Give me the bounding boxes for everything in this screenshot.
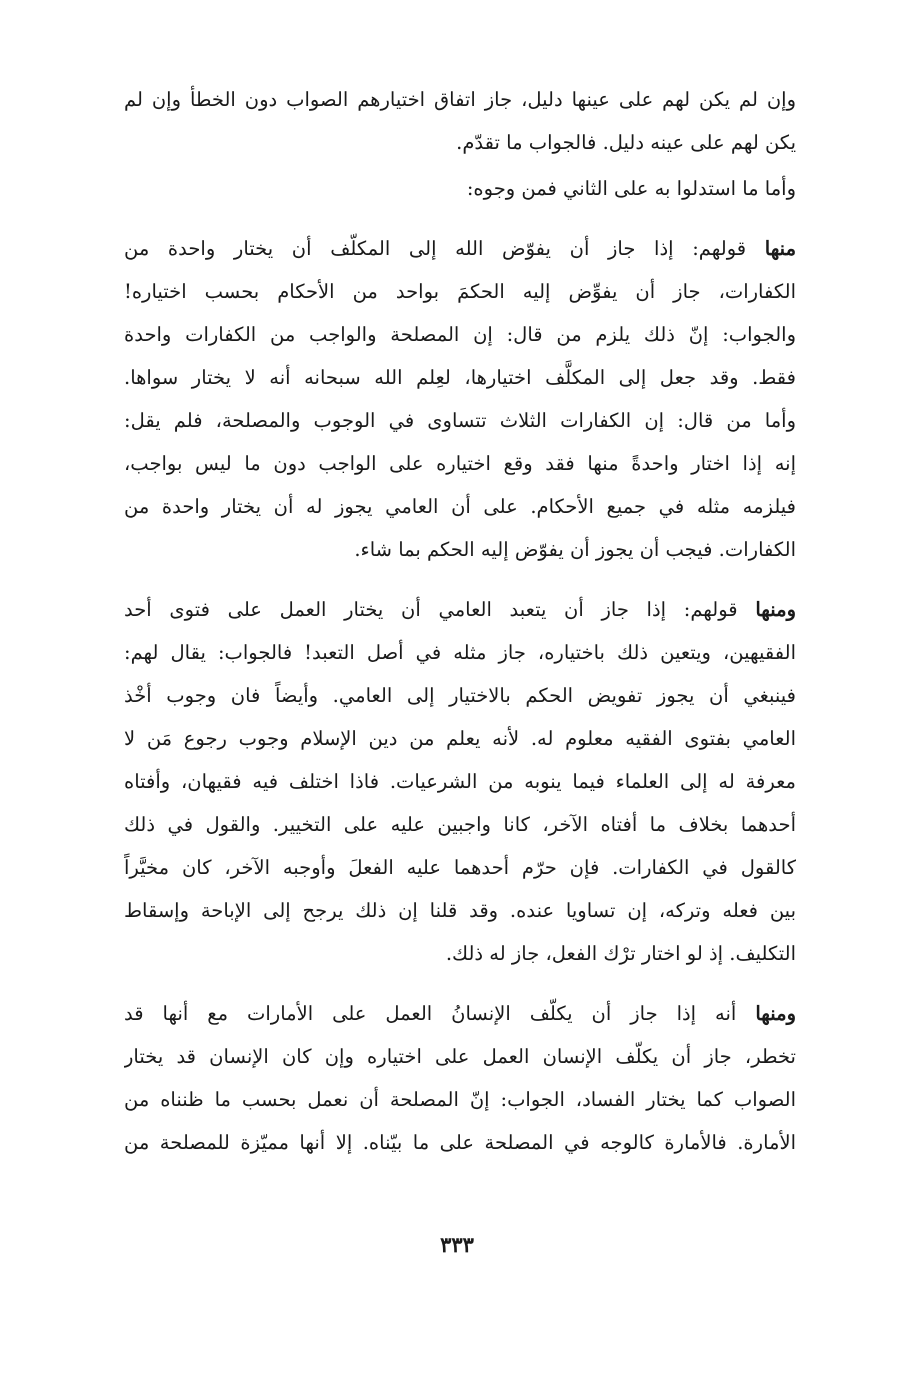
text-line: الأمارة. فالأمارة كالوجه في المصلحة على ما بيّناه. إلا أنها مميّزة للمصلحة من	[124, 1131, 796, 1154]
text-line: يكن لهم على عينه دليل. فالجواب ما تقدّم.	[456, 131, 796, 154]
text-line: بين فعله وتركه، إن تساويا عنده. وقد قلنا إن ذلك يرجح إلى الإباحة وإسقاط	[124, 899, 796, 922]
text-line: الكفارات، جاز أن يفوِّض إليه الحكمَ بواحد من الأحكام بحسب اختياره!	[124, 280, 796, 303]
text-line: وأما ما استدلوا به على الثاني فمن وجوه:	[466, 177, 796, 200]
text-line: فينبغي أن يجوز تفويض الحكم بالاختيار إلى العامي. وأيضاً فان وجوب أخْذ	[124, 684, 796, 707]
page-body	[124, 78, 796, 1164]
paragraph-1	[124, 78, 796, 164]
text-line: الصواب كما يختار الفساد، الجواب: إنّ المصلحة أن نعمل بحسب ما ظنناه من	[124, 1088, 796, 1111]
text-line: التكليف. إذ لو اختار ترْك الفعل، جاز له ذلك.	[445, 942, 796, 965]
text-line: العامي بفتوى الفقيه معلوم له. لأنه يعلم من دين الإسلام وجوب رجوع مَن لا	[124, 727, 796, 750]
text-line: معرفة له إلى العلماء فيما ينوبه من الشرعيات. فاذا اختلف فيه فقيهان، وأفتاه	[124, 770, 796, 793]
text-line: كالقول في الكفارات. فإن حرّم أحدهما عليه الفعلَ وأوجبه الآخر، كان مخيَّراً	[124, 856, 796, 879]
paragraph-lead-word: منها	[764, 237, 796, 260]
text-line-with-lead	[124, 588, 796, 631]
text-line: أحدهما بخلاف ما أفتاه الآخر، كانا واجبين عليه على التخيير. والقول في ذلك	[124, 813, 796, 836]
paragraph-5	[124, 992, 796, 1164]
text-line-with-lead	[124, 227, 796, 270]
text-line-with-lead	[124, 992, 796, 1035]
text-line: والجواب: إنّ ذلك يلزم من قال: إن المصلحة والواجب من الكفارات واحدة	[124, 323, 796, 346]
paragraph-3	[124, 227, 796, 571]
paragraph-lead-word: ومنها	[755, 1002, 796, 1025]
text-line: وأما من قال: إن الكفارات الثلاث تتساوى في الوجوب والمصلحة، فلم يقل:	[124, 409, 796, 432]
text-line: إنه إذا اختار واحدةً منها فقد وقع اختياره على الواجب دون ما ليس بواجب،	[124, 452, 796, 475]
text-line: الفقيهين، ويتعين ذلك باختياره، جاز مثله في أصل التعبد! فالجواب: يقال لهم:	[124, 641, 796, 664]
text-line-content: أنه إذا جاز أن يكلّف الإنسانُ العمل على الأمارات مع أنها قد	[124, 1002, 737, 1025]
page-number: ٣٣٣	[440, 1232, 474, 1257]
text-line: الكفارات. فيجب أن يجوز أن يفوّض إليه الحكم بما شاء.	[354, 538, 796, 561]
text-line: تخطر، جاز أن يكلّف الإنسان العمل على اختياره وإن كان الإنسان قد يختار	[124, 1045, 796, 1068]
text-line-content: قولهم: إذا جاز أن يفوّض الله إلى المكلّف أن يختار واحدة من	[124, 237, 747, 260]
paragraph-lead-word: ومنها	[755, 598, 796, 621]
paragraph-2	[124, 167, 796, 210]
text-line: وإن لم يكن لهم على عينها دليل، جاز اتفاق اختيارهم الصواب دون الخطأ وإن لم	[124, 88, 796, 111]
text-line: فيلزمه مثله في جميع الأحكام. على أن العامي يجوز له أن يختار واحدة من	[124, 495, 796, 518]
text-line: فقط. وقد جعل إلى المكلَّف اختيارها، لعِلم الله سبحانه أنه لا يختار سواها.	[124, 366, 796, 389]
text-line-content: قولهم: إذا جاز أن يتعبد العامي أن يختار العمل على فتوى أحد	[124, 598, 738, 621]
paragraph-4	[124, 588, 796, 975]
